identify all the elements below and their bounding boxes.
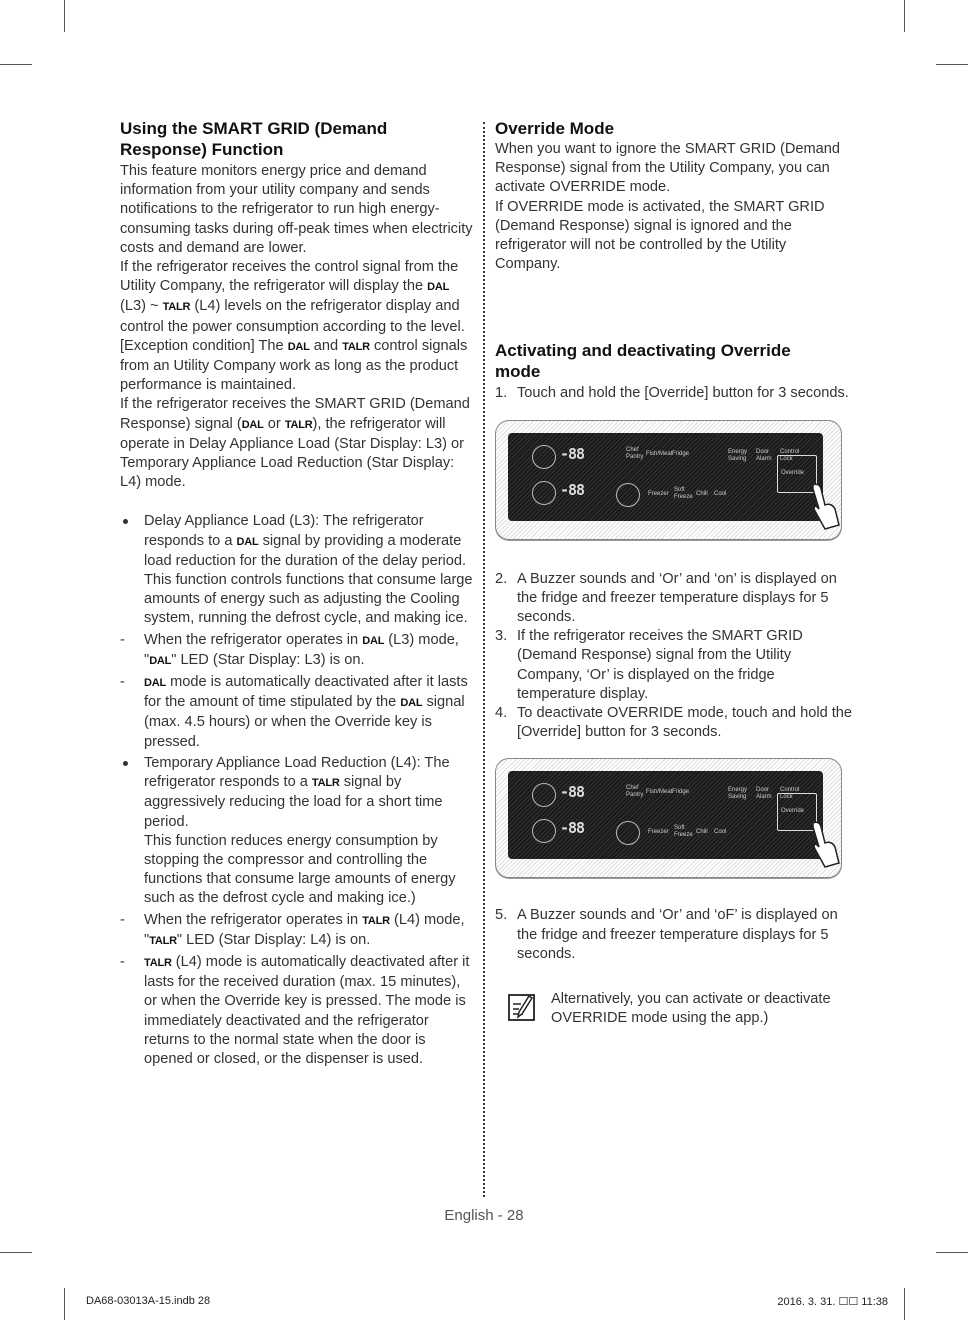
control-panel-display <box>508 771 823 859</box>
dash-item: - TALR (L4) mode is automatically deactivated after it lasts for the received duration (max. 15 minutes), or when the Override key is pressed. The mode is immediately deactivated and the refrigerator returns to the normal state when the door is opened or closed, or the dispenser is used. <box>120 953 475 1069</box>
talr-label: TALR <box>311 777 340 790</box>
dal-label: DAL <box>149 654 172 667</box>
intro-paragraph: If the refrigerator receives the control signal from the Utility Company, the refrigerator will display the DAL (L3) ~ TALR (L4) levels on the refrigerator display and control the power consumption according to the level. <box>120 259 465 335</box>
cool-select-button-icon <box>616 483 640 507</box>
crop-mark <box>904 0 905 32</box>
column-divider <box>483 122 485 1197</box>
freezer-temp-display: -88 <box>560 480 585 499</box>
crop-mark <box>936 1252 968 1253</box>
crop-mark <box>64 1288 65 1320</box>
cool-label: Cool <box>714 490 727 497</box>
door-alarm-label: Door Alarm <box>756 787 772 801</box>
bullet-delay-appliance-load: Delay Appliance Load (L3): The refrigerator responds to a DAL signal by providing a moderate load reduction for the duration of the delay period. <box>120 512 475 571</box>
step-item: 1. Touch and hold the [Override] button for 3 seconds. <box>495 385 849 402</box>
dal-label: DAL <box>144 677 167 690</box>
dal-label: DAL <box>427 281 450 294</box>
intro-paragraph: If the refrigerator receives the SMART GRID (Demand Response) signal (DAL or TALR), the refrigerator will operate in Delay Appliance Load (Star Display: L3) or Temporary Appliance Load Reduction (Star Display: L4) mode. <box>120 396 470 491</box>
talr-label: TALR <box>149 934 177 947</box>
step-item: 2. A Buzzer sounds and ‘Or’ and ‘on’ is displayed on the fridge and freezer temperature displays for 5 seconds. <box>495 570 837 626</box>
chef-pantry-label: Chef Pantry <box>626 785 644 799</box>
note-text: Alternatively, you can activate or deactivate OVERRIDE mode using the app.) <box>551 991 831 1027</box>
step-item: 4. To deactivate OVERRIDE mode, touch and hold the [Override] button for 3 seconds. <box>495 705 853 741</box>
energy-saving-label: Energy Saving <box>728 448 748 462</box>
soft-freeze-label: Soft Freeze <box>674 486 693 500</box>
dash-item: - When the refrigerator operates in TALR (L4) mode, "TALR" LED (Star Display: L4) is on. <box>120 911 475 951</box>
fridge-zone-label: Fridge <box>672 450 690 457</box>
control-panel-illustration <box>495 758 842 878</box>
freezer-button-icon <box>532 819 556 843</box>
crop-mark <box>904 1288 905 1320</box>
cool-select-button-icon <box>616 821 640 845</box>
smart-grid-section <box>120 118 475 1069</box>
crop-mark <box>936 64 968 65</box>
crop-mark <box>64 0 65 32</box>
note-block <box>495 990 855 1028</box>
override-label: Override <box>781 469 805 476</box>
section-title-override-mode: Override Mode <box>495 119 615 138</box>
fish-meat-label: Fish/Meat <box>646 789 673 796</box>
soft-freeze-label: Soft Freeze <box>674 825 693 839</box>
bullet-detail: This function reduces energy consumption by stopping the compressor and controlling the functions that consume large amounts of energy such as the defrost cycle and making ice.) <box>144 832 456 907</box>
control-panel-illustration <box>495 420 842 540</box>
dal-label: DAL <box>241 418 264 431</box>
fridge-zone-label: Fridge <box>672 789 690 796</box>
control-lock-label: Control Lock <box>780 787 800 801</box>
step-item: 5. A Buzzer sounds and ‘Or’ and ‘oF’ is displayed on the fridge and freezer temperature displays for 5 seconds. <box>495 907 838 962</box>
dash-item: - DAL mode is automatically deactivated after it lasts for the amount of time stipulated by the DAL signal (max. 4.5 hours) or when the Override key is pressed. <box>120 673 475 752</box>
fridge-temp-display: -88 <box>560 444 585 463</box>
override-paragraph: When you want to ignore the SMART GRID (Demand Response) signal from the Utility Company, you can activate OVERRIDE mode. <box>495 141 840 196</box>
fish-meat-label: Fish/Meat <box>646 450 673 457</box>
intro-paragraph: [Exception condition] The DAL and TALR control signals from an Utility Company work as long as the product performance is maintained. <box>120 337 468 394</box>
fridge-temp-display: -88 <box>560 783 585 802</box>
freezer-zone-label: Freezer <box>648 829 669 836</box>
talr-label: TALR <box>284 418 313 431</box>
chill-label: Chill <box>696 829 708 836</box>
talr-label: TALR <box>144 956 172 969</box>
chef-pantry-label: Chef Pantry <box>626 446 644 460</box>
finger-press-icon <box>807 819 841 869</box>
override-section <box>495 118 855 1028</box>
door-alarm-label: Door Alarm <box>756 448 772 462</box>
bullet-detail: This function controls functions that consume large amounts of energy such as adjusting the Cooling system, running the defrost cycle, and making ice. <box>144 572 473 627</box>
intro-paragraph: This feature monitors energy price and demand information from your utility company and sends notifications to the refrigerator to run high energy-consuming tasks during off-peak times when electricity costs and demand are lower. <box>120 163 473 256</box>
talr-label: TALR <box>162 301 191 314</box>
dal-label: DAL <box>400 697 423 710</box>
fridge-button-icon <box>532 783 556 807</box>
finger-press-icon <box>807 481 841 531</box>
dash-item: - When the refrigerator operates in DAL (L3) mode, "DAL" LED (Star Display: L3) is on. <box>120 631 475 671</box>
step-item: 3. If the refrigerator receives the SMART GRID (Demand Response) signal from the Utility Company, ‘Or’ is displayed on the fridge temperature display. <box>495 628 803 702</box>
crop-mark <box>0 64 32 65</box>
imprint-date: 2016. 3. 31. ☐☐ 11:38 <box>777 1296 888 1308</box>
fridge-button-icon <box>532 445 556 469</box>
control-lock-label: Control Lock <box>780 448 800 462</box>
section-title-smart-grid: Using the SMART GRID (Demand Response) Function <box>120 119 388 159</box>
energy-saving-label: Energy Saving <box>728 787 748 801</box>
dal-label: DAL <box>287 340 310 353</box>
dal-label: DAL <box>362 634 385 647</box>
control-panel-display <box>508 433 823 521</box>
note-icon <box>507 992 537 1022</box>
section-title-activating-override: Activating and deactivating Override mode <box>495 341 791 382</box>
override-label: Override <box>781 808 805 815</box>
freezer-temp-display: -88 <box>560 819 585 838</box>
talr-label: TALR <box>342 340 370 353</box>
freezer-button-icon <box>532 481 556 505</box>
chill-label: Chill <box>696 490 708 497</box>
cool-label: Cool <box>714 829 727 836</box>
dal-label: DAL <box>236 535 259 548</box>
freezer-zone-label: Freezer <box>648 490 669 497</box>
override-paragraph: If OVERRIDE mode is activated, the SMART GRID (Demand Response) signal is ignored and the refrigerator will not be controlled by the Utility Company. <box>495 198 825 273</box>
bullet-temporary-load-reduction: Temporary Appliance Load Reduction (L4): The refrigerator responds to a TALR signal by aggressively reducing the load for a short time period. <box>120 754 475 832</box>
crop-mark <box>0 1252 32 1253</box>
page-number: English - 28 <box>444 1207 524 1224</box>
imprint-file: DA68-03013A-15.indb 28 <box>86 1295 211 1307</box>
talr-label: TALR <box>362 914 390 927</box>
